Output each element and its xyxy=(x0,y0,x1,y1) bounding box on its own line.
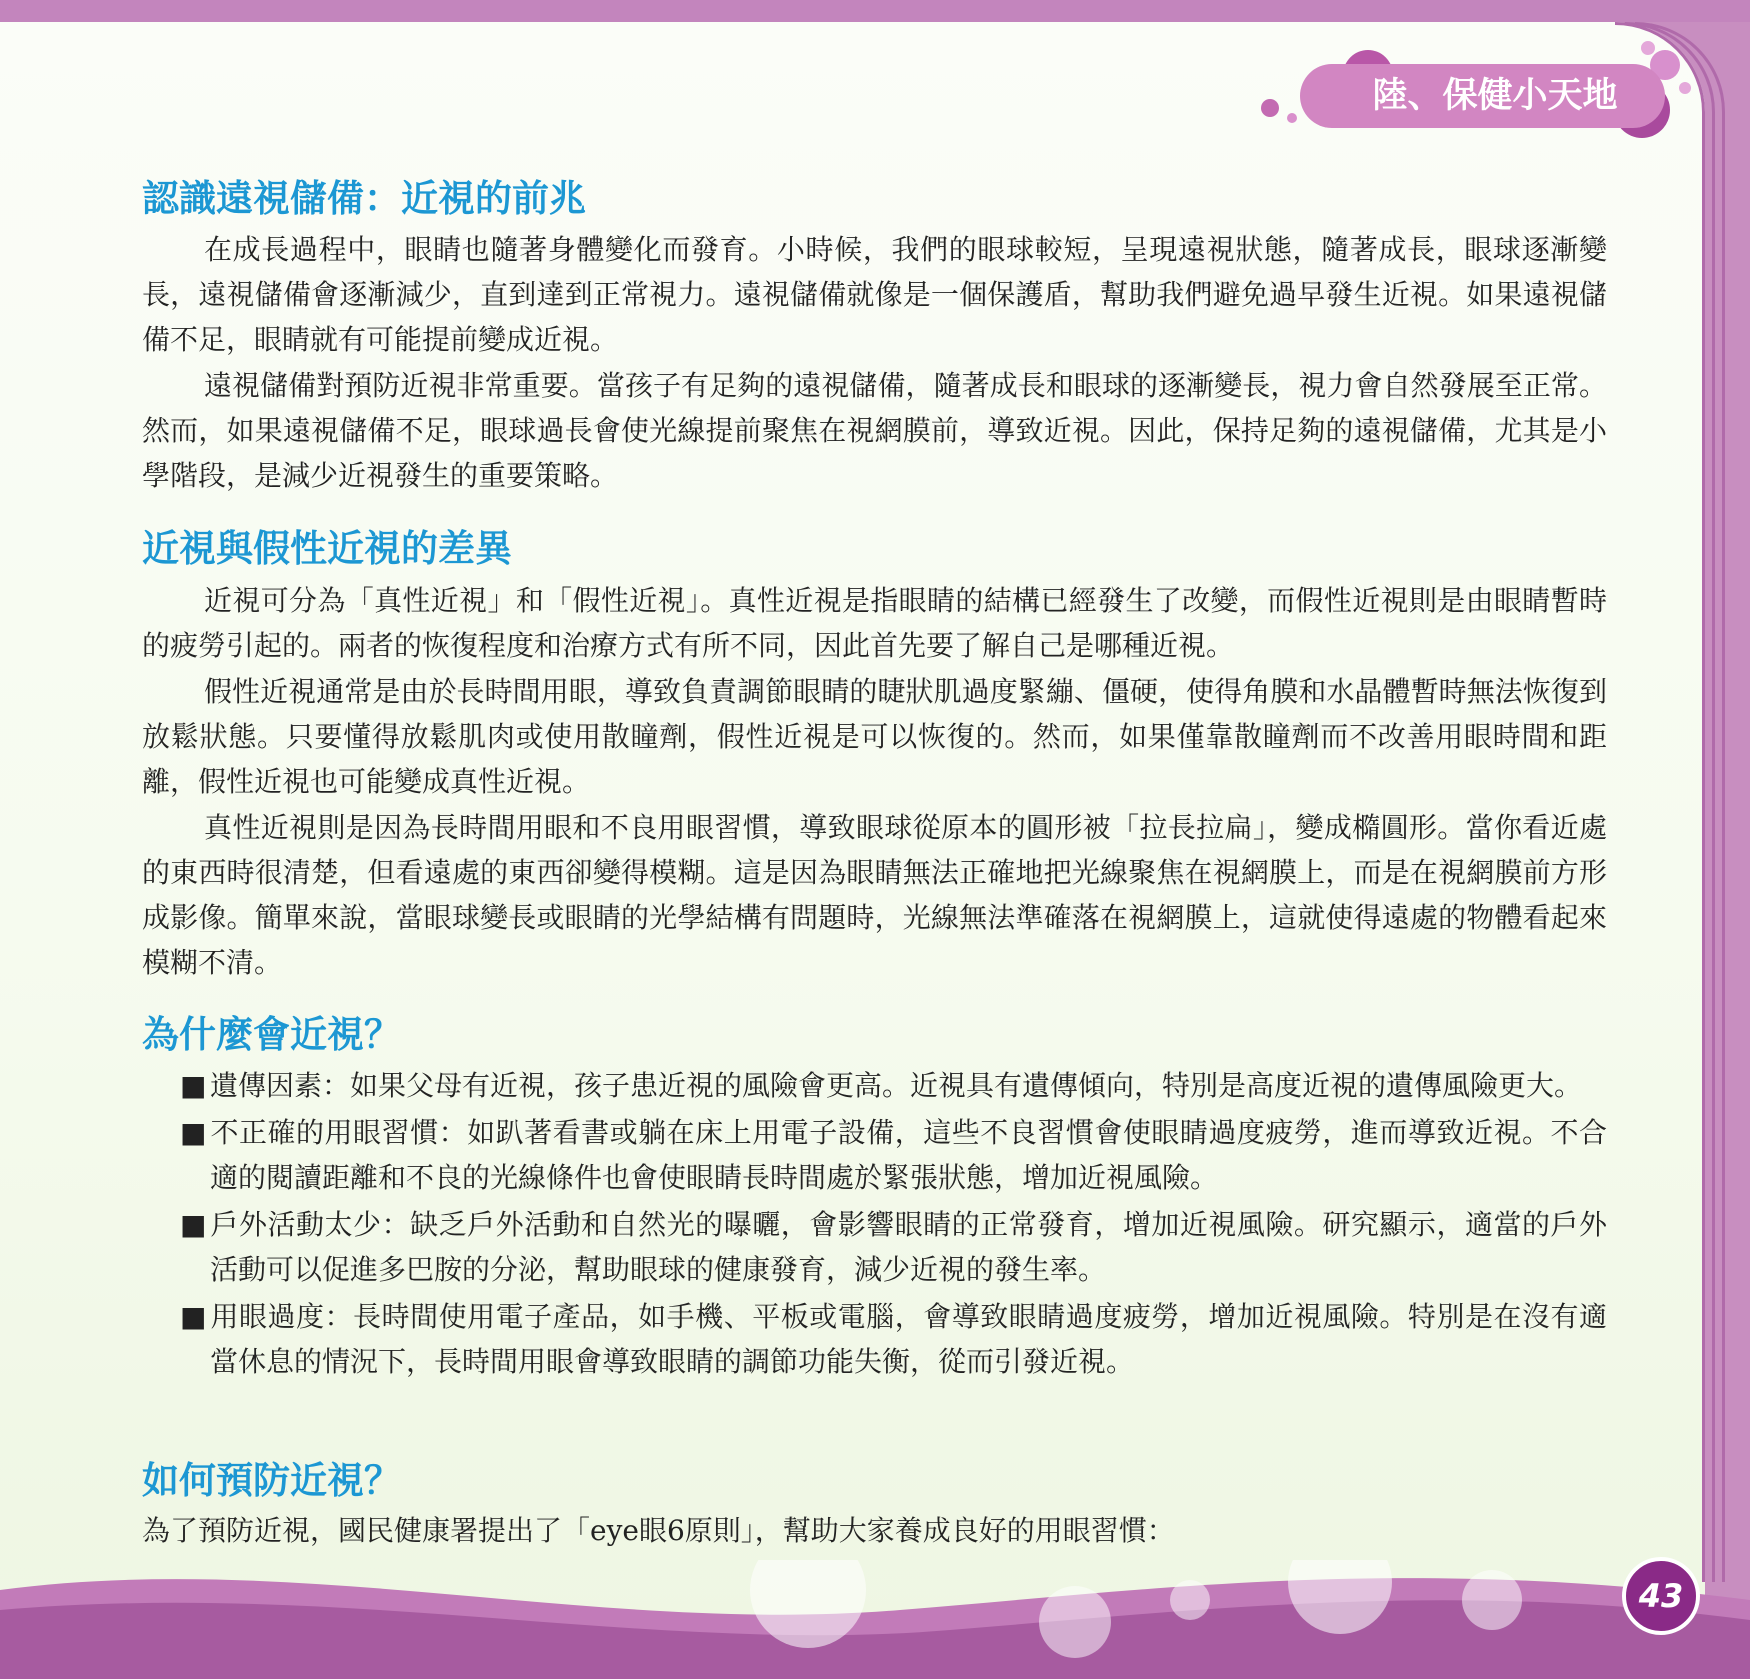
heading-myopia-vs-pseudomyopia: 近視與假性近視的差異 xyxy=(142,527,512,570)
paragraph: 假性近視通常是由於長時間用眼，導致負責調節眼睛的睫狀肌過度緊繃、僵硬，使得角膜和水晶體暫時無法恢復到放鬆狀態。只要懂得放鬆肌肉或使用散瞳劑，假性近視是可以恢復的。然而，如果僅靠散瞳劑而不改善用眼時間和距離，假性近視也可能變成真性近視。 xyxy=(142,675,1607,798)
heading-causes-of-myopia: 為什麼會近視？ xyxy=(142,1013,401,1056)
causes-list xyxy=(180,1063,1607,1386)
bullet-square-icon: ■ xyxy=(180,1116,207,1149)
paragraph: 為了預防近視，國民健康署提出了「eye眼6原則」，幫助大家養成良好的用眼習慣： xyxy=(142,1514,1175,1547)
page-number-badge: 43 xyxy=(1622,1557,1700,1635)
list-item-text: 戶外活動太少：缺乏戶外活動和自然光的曝曬，會影響眼睛的正常發育，增加近視風險。研究顯示，適當的戶外活動可以促進多巴胺的分泌，幫助眼球的健康發育，減少近視的發生率。 xyxy=(210,1208,1607,1286)
list-item xyxy=(180,1110,1607,1200)
bullet-square-icon: ■ xyxy=(180,1208,207,1241)
list-item xyxy=(180,1063,1607,1108)
bottom-wave-decoration xyxy=(0,1560,1750,1679)
section-tab xyxy=(1300,64,1665,128)
paragraph: 近視可分為「真性近視」和「假性近視」。真性近視是指眼睛的結構已經發生了改變，而假性近視則是由眼睛暫時的疲勞引起的。兩者的恢復程度和治療方式有所不同，因此首先要了解自己是哪種近視。 xyxy=(142,584,1607,662)
paragraph: 真性近視則是因為長時間用眼和不良用眼習慣，導致眼球從原本的圓形被「拉長拉扁」，變成橢圓形。當你看近處的東西時很清楚，但看遠處的東西卻變得模糊。這是因為眼睛無法正確地把光線聚焦在視網膜上，而是在視網膜前方形成影像。簡單來說，當眼球變長或眼睛的光學結構有問題時，光線無法準確落在視網膜上，這就使得遠處的物體看起來模糊不清。 xyxy=(142,811,1607,979)
list-item-text: 用眼過度：長時間使用電子產品，如手機、平板或電腦，會導致眼睛過度疲勞，增加近視風險。特別是在沒有適當休息的情況下，長時間用眼會導致眼睛的調節功能失衡，從而引發近視。 xyxy=(210,1300,1607,1378)
list-item xyxy=(180,1202,1607,1292)
paragraph: 遠視儲備對預防近視非常重要。當孩子有足夠的遠視儲備，隨著成長和眼球的逐漸變長，視力會自然發展至正常。然而，如果遠視儲備不足，眼球過長會使光線提前聚焦在視網膜前，導致近視。因此，保持足夠的遠視儲備，尤其是小學階段，是減少近視發生的重要策略。 xyxy=(142,369,1607,492)
decorative-edge-line xyxy=(1635,22,1725,1582)
paragraph: 在成長過程中，眼睛也隨著身體變化而發育。小時候，我們的眼球較短，呈現遠視狀態，隨著成長，眼球逐漸變長，遠視儲備會逐漸減少，直到達到正常視力。遠視儲備就像是一個保護盾，幫助我們避免過早發生近視。如果遠視儲備不足，眼睛就有可能提前變成近視。 xyxy=(142,233,1607,356)
list-item-text: 不正確的用眼習慣：如趴著看書或躺在床上用電子設備，這些不良習慣會使眼睛過度疲勞，進而導致近視。不合適的閱讀距離和不良的光線條件也會使眼睛長時間處於緊張狀態，增加近視風險。 xyxy=(210,1116,1607,1194)
bullet-square-icon: ■ xyxy=(180,1069,207,1102)
top-border-bar xyxy=(0,0,1750,22)
bullet-square-icon: ■ xyxy=(180,1300,207,1333)
heading-hyperopia-reserve: 認識遠視儲備：近視的前兆 xyxy=(142,177,586,220)
heading-prevent-myopia: 如何預防近視？ xyxy=(142,1459,401,1502)
section-tab-label: 陸、保健小天地 xyxy=(1372,76,1618,116)
list-item xyxy=(180,1294,1607,1384)
list-item-text: 遺傳因素：如果父母有近視，孩子患近視的風險會更高。近視具有遺傳傾向，特別是高度近視的遺傳風險更大。 xyxy=(210,1069,1583,1102)
